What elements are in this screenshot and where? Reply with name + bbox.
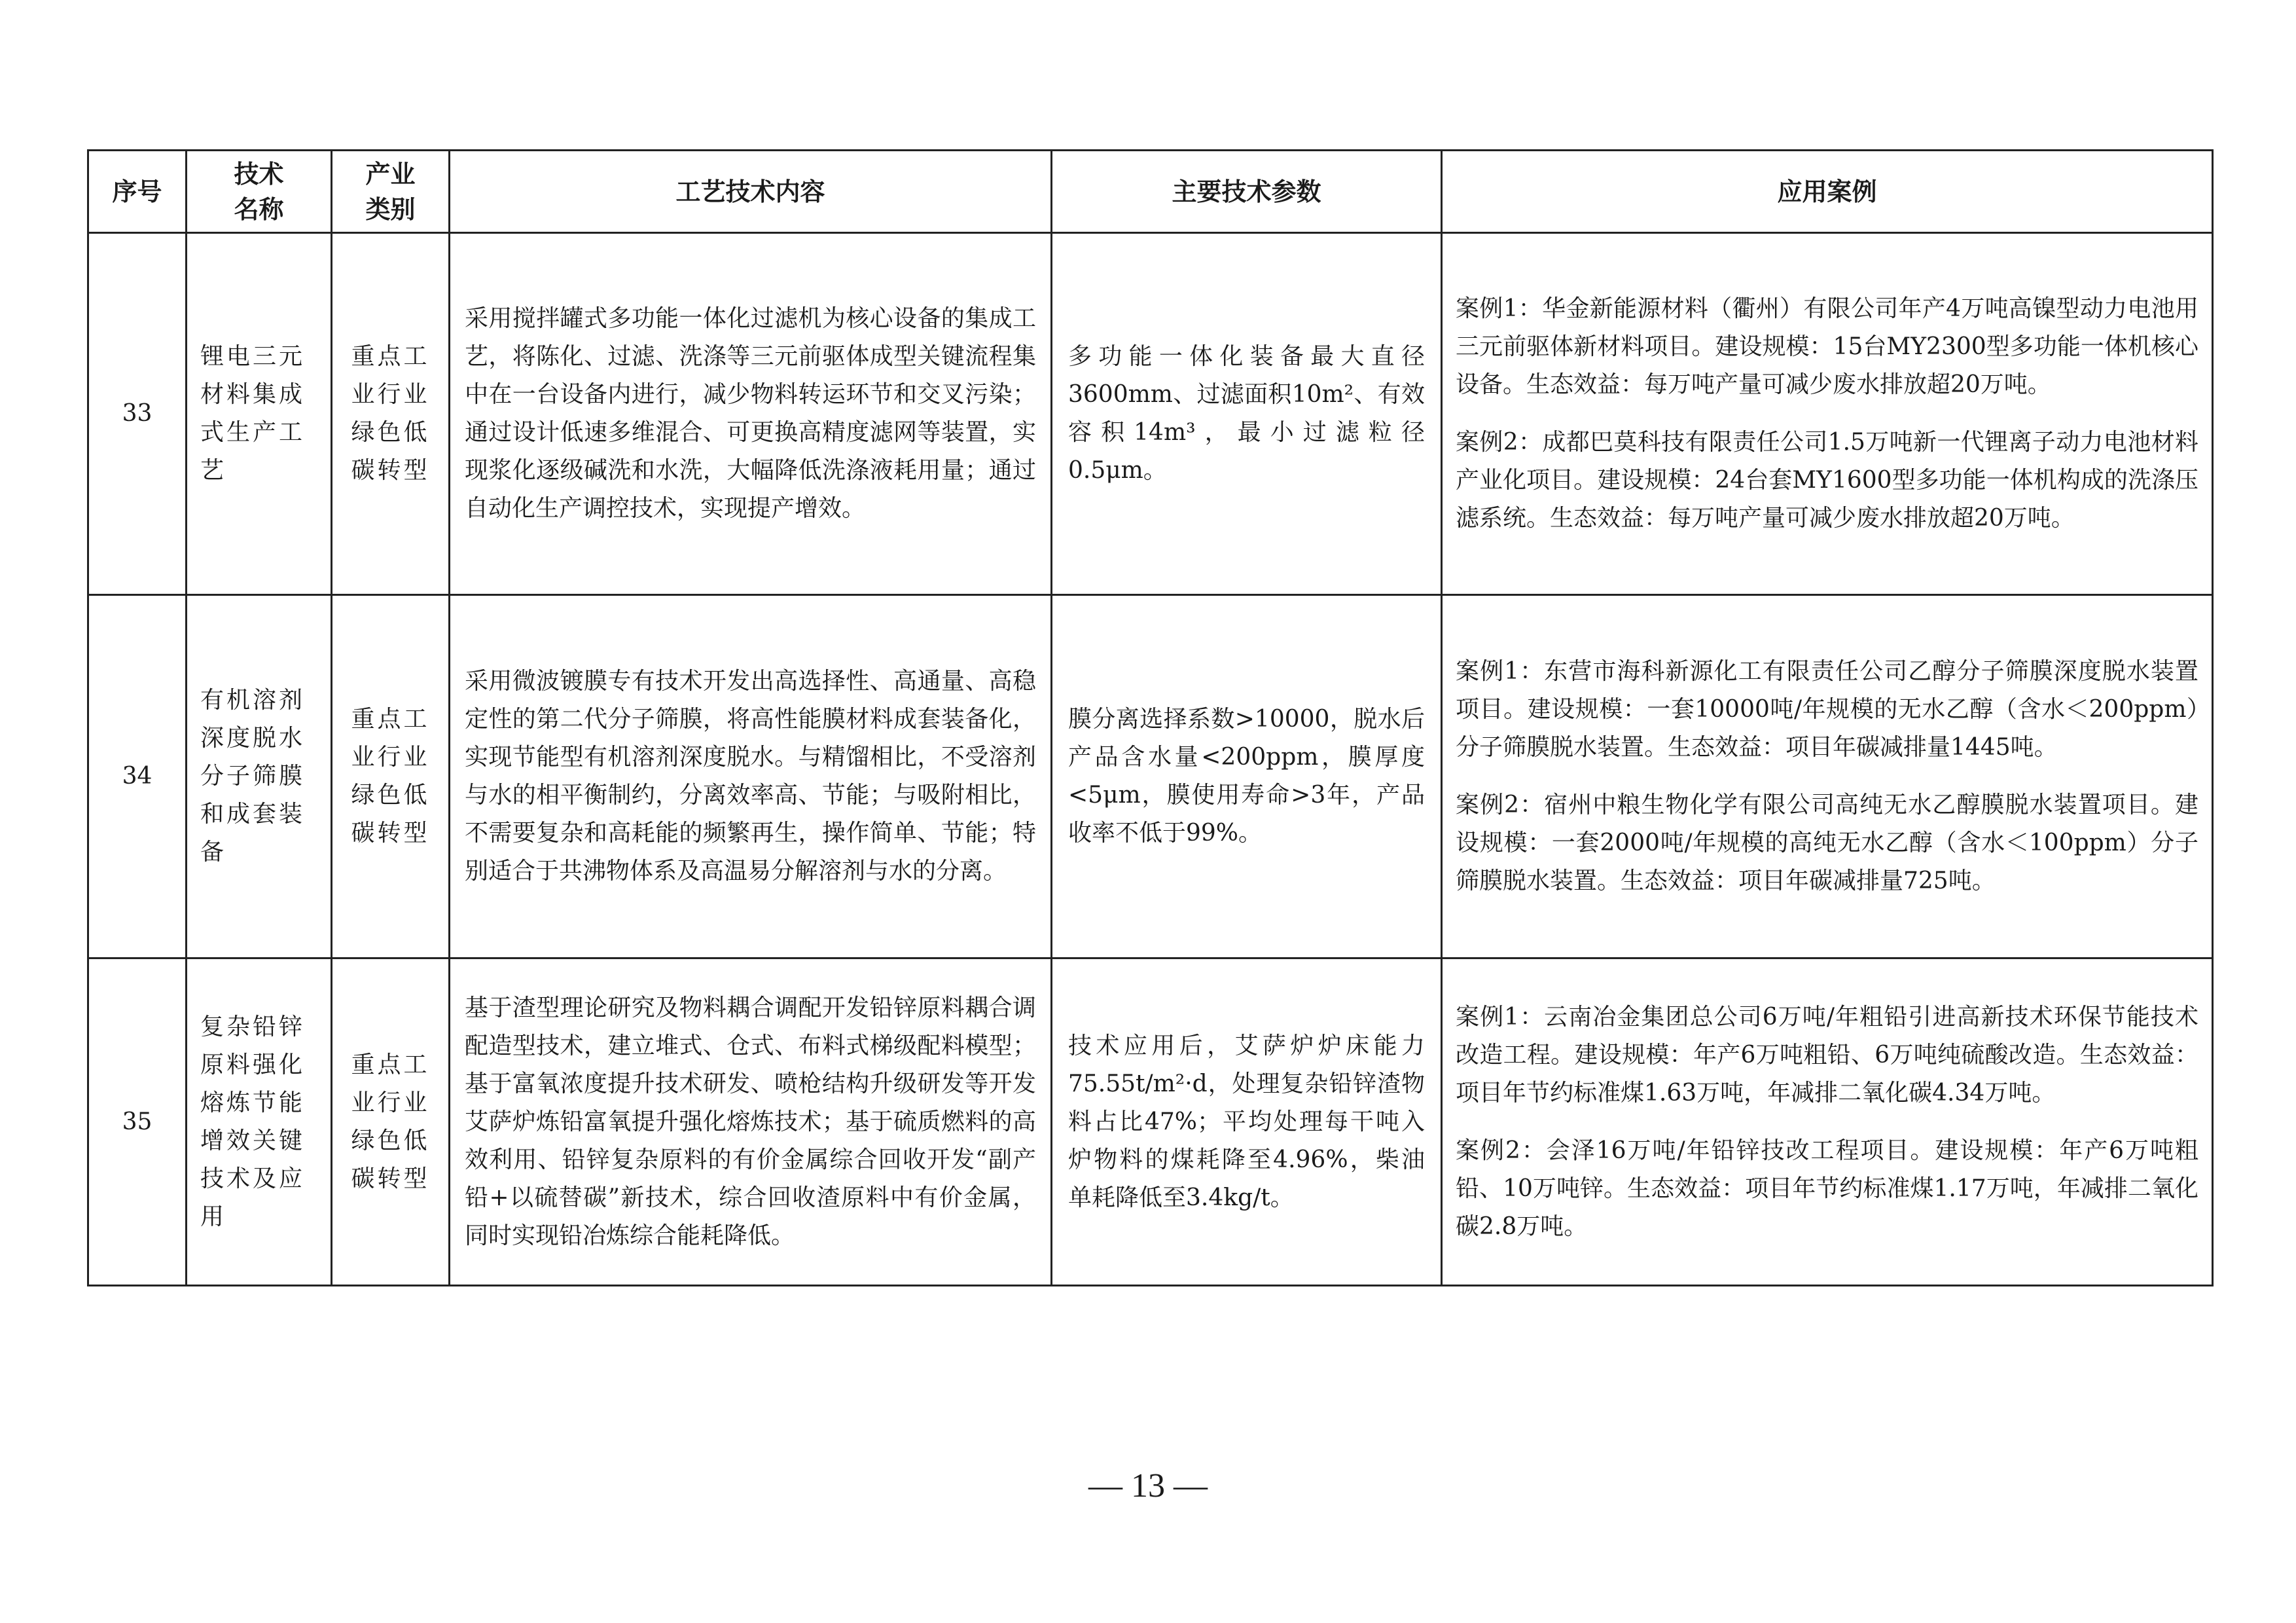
tech-name: 复杂铅锌原料强化熔炼节能增效关键技术及应用 [187,958,332,1286]
application-case-2: 案例2：会泽16万吨/年铅锌技改工程项目。建设规模：年产6万吨粗铅、10万吨锌。生态效益：项目年节约标准煤1.17万吨，年减排二氧化碳2.8万吨。 [1456,1137,2198,1240]
row-number: 34 [88,595,187,958]
tech-name: 锂电三元材料集成式生产工艺 [187,233,332,595]
main-params: 多功能一体化装备最大直径3600mm、过滤面积10m²、有效容积14m³，最小过滤粒径0.5μm。 [1052,233,1442,595]
application-case-1: 案例1：云南冶金集团总公司6万吨/年粗铅引进高新技术环保节能技术改造工程。建设规模：年产6万吨粗铅、6万吨纯硫酸改造。生态效益：项目年节约标准煤1.63万吨，年减排二氧化碳4.34万吨。 [1456,1003,2198,1106]
header-no: 序号 [88,151,187,233]
application-case-1: 案例1：东营市海科新源化工有限责任公司乙醇分子筛膜深度脱水装置项目。建设规模：一套10000吨/年规模的无水乙醇（含水＜200ppm）分子筛膜脱水装置。生态效益：项目年碳减排量1445吨。 [1456,658,2198,761]
table-header-row [88,151,2213,233]
header-tech-name: 技术 名称 [187,151,332,233]
process-content: 采用搅拌罐式多功能一体化过滤机为核心设备的集成工艺，将陈化、过滤、洗涤等三元前驱体成型关键流程集中在一台设备内进行，减少物料转运环节和交叉污染；通过设计低速多维混合、可更换高精度滤网等装置，实现浆化逐级碱洗和水洗，大幅降低洗涤液耗用量；通过自动化生产调控技术，实现提产增效。 [450,233,1052,595]
application-case-2: 案例2：宿州中粮生物化学有限公司高纯无水乙醇膜脱水装置项目。建设规模：一套2000吨/年规模的高纯无水乙醇（含水＜100ppm）分子筛膜脱水装置。生态效益：项目年碳减排量725吨。 [1456,792,2198,894]
industry-category: 重点工业行业绿色低碳转型 [332,595,450,958]
row-number: 35 [88,958,187,1286]
application-cases [1442,958,2213,1286]
table-row [88,595,2213,958]
application-cases [1442,233,2213,595]
process-content: 采用微波镀膜专有技术开发出高选择性、高通量、高稳定性的第二代分子筛膜，将高性能膜材料成套装备化，实现节能型有机溶剂深度脱水。与精馏相比，不受溶剂与水的相平衡制约，分离效率高、节能；与吸附相比，不需要复杂和高耗能的频繁再生，操作简单、节能；特别适合于共沸物体系及高温易分解溶剂与水的分离。 [450,595,1052,958]
row-number: 33 [88,233,187,595]
header-application-cases: 应用案例 [1442,151,2213,233]
header-main-params: 主要技术参数 [1052,151,1442,233]
main-params: 技术应用后，艾萨炉炉床能力75.55t/m²·d，处理复杂铅锌渣物料占比47%；平均处理每干吨入炉物料的煤耗降至4.96%，柴油单耗降低至3.4kg/t。 [1052,958,1442,1286]
header-process-content: 工艺技术内容 [450,151,1052,233]
application-cases [1442,595,2213,958]
tech-name: 有机溶剂深度脱水分子筛膜和成套装备 [187,595,332,958]
technology-table [87,149,2214,1286]
process-content: 基于渣型理论研究及物料耦合调配开发铅锌原料耦合调配造型技术，建立堆式、仓式、布料式梯级配料模型；基于富氧浓度提升技术研发、喷枪结构升级研发等开发艾萨炉炼铅富氧提升强化熔炼技术；基于硫质燃料的高效利用、铅锌复杂原料的有价金属综合回收开发“副产铅+以硫替碳”新技术，综合回收渣原料中有价金属，同时实现铅冶炼综合能耗降低。 [450,958,1052,1286]
main-params: 膜分离选择系数>10000，脱水后产品含水量<200ppm，膜厚度<5μm，膜使用寿命>3年，产品收率不低于99%。 [1052,595,1442,958]
page-number: — 13 — [1088,1467,1208,1504]
header-category: 产业 类别 [332,151,450,233]
table-row [88,958,2213,1286]
industry-category: 重点工业行业绿色低碳转型 [332,958,450,1286]
application-case-1: 案例1：华金新能源材料（衢州）有限公司年产4万吨高镍型动力电池用三元前驱体新材料项目。建设规模：15台MY2300型多功能一体机核心设备。生态效益：每万吨产量可减少废水排放超20万吨。 [1456,295,2198,398]
application-case-2: 案例2：成都巴莫科技有限责任公司1.5万吨新一代锂离子动力电池材料产业化项目。建设规模：24台套MY1600型多功能一体机构成的洗涤压滤系统。生态效益：每万吨产量可减少废水排放超20万吨。 [1456,429,2198,532]
table-row [88,233,2213,595]
industry-category: 重点工业行业绿色低碳转型 [332,233,450,595]
